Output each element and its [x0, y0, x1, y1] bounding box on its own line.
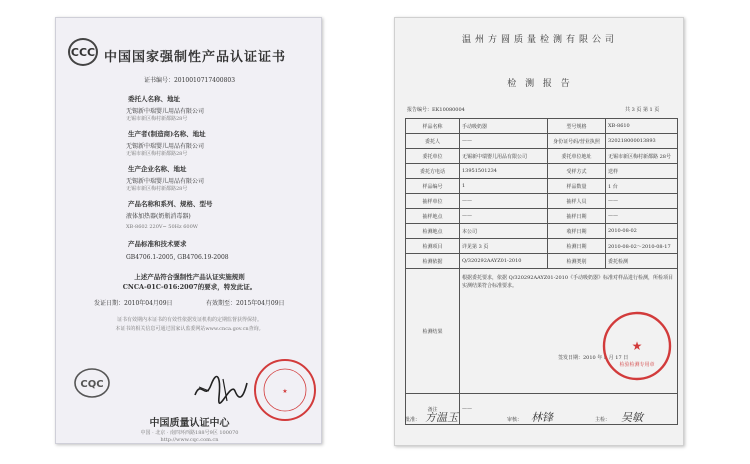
client-address: 无锡市新区梅村新都路28号	[126, 116, 188, 122]
row-value: 13951501234	[460, 164, 548, 179]
product-model: XB-8602 220V~ 50Hz 600W	[126, 224, 198, 230]
director-signature	[191, 373, 249, 405]
approver-label: 批准：	[405, 417, 421, 423]
row-label: 委托单位	[406, 149, 460, 164]
row-value: 本公司	[460, 224, 548, 239]
cert-no-line	[56, 75, 323, 84]
row-label: 检测项目	[406, 239, 460, 254]
expiry-date-line	[206, 298, 285, 307]
report-row	[406, 149, 678, 164]
factory-address: 无锡市新区梅村新都路28号	[126, 186, 188, 192]
row-label: 检测类别	[548, 254, 606, 269]
row-value: XB-8610	[606, 119, 678, 134]
remarks-value: ——	[460, 394, 678, 425]
row-value: 320218000013893	[606, 134, 678, 149]
cert-note-1: 证书有效期内本证书的有效性依据发证机构的定期监督获得保持。	[116, 317, 262, 323]
producer-label: 生产者(制造商)名称、地址	[128, 130, 206, 138]
svg-text:★: ★	[631, 339, 643, 353]
product-label: 产品名称和系列、规格、型号	[128, 200, 213, 208]
report-row	[406, 209, 678, 224]
cert-no-value: 2010010717400803	[173, 77, 236, 84]
report-company-title: 温州方圆质量检测有限公司	[461, 35, 618, 45]
row-label: 样品编号	[406, 179, 460, 194]
row-label: 委托人	[406, 134, 460, 149]
remarks-label: 备注	[406, 394, 460, 425]
row-label: 检测依据	[406, 254, 460, 269]
certificate-title: 中国国家强制性产品认证证书	[104, 50, 287, 65]
row-label: 身份证号码/营业执照	[548, 134, 606, 149]
report-row	[406, 134, 678, 149]
report-subtitle: 检 测 报 告	[507, 79, 573, 89]
row-value: 送样	[606, 164, 678, 179]
producer-name: 无锡新中瑞婴儿用品有限公司	[126, 143, 205, 150]
tester-label: 主检：	[595, 417, 611, 423]
conclusion-text: 根据委托要求，依据 Q/320292AAYZ01-2010《手动吸奶器》标准对样品进行检测，所检项目实测结果符合标准要求。	[462, 275, 674, 289]
row-value: 委托检测	[606, 254, 678, 269]
row-value: 无锡市新区梅村新都路 28号	[606, 149, 678, 164]
row-value: ——	[606, 194, 678, 209]
client-name: 无锡新中瑞婴儿用品有限公司	[126, 108, 205, 115]
report-number-line	[407, 106, 465, 113]
ccc-logo-icon: CCC	[68, 38, 98, 66]
row-value: 2010-08-02～2010-08-17	[606, 239, 678, 254]
expiry-date: 2015年04月09日	[236, 300, 285, 307]
report-row	[406, 164, 678, 179]
report-number-label: 报告编号：	[407, 107, 433, 113]
statement-line-2: CNCA-01C-016:2007的要求，特发此证。	[122, 283, 257, 291]
report-row	[406, 254, 678, 269]
row-label: 样品数量	[548, 179, 606, 194]
row-label: 抽样地点	[406, 209, 460, 224]
report-red-seal	[601, 310, 673, 382]
row-label: 收样日期	[548, 224, 606, 239]
row-value: ——	[460, 194, 548, 209]
cqc-logo-icon	[73, 366, 111, 400]
issuer-website: http://www.cqc.com.cn	[160, 437, 219, 443]
report-row	[406, 224, 678, 239]
cert-no-label: 证书编号：	[143, 77, 174, 84]
row-label: 样品名称	[406, 119, 460, 134]
row-label: 抽样日期	[548, 209, 606, 224]
row-label: 受样方式	[548, 164, 606, 179]
product-name: 液体加热器(奶瓶消毒器)	[126, 213, 191, 220]
ccc-certificate	[55, 17, 322, 444]
row-label: 检测日期	[548, 239, 606, 254]
row-value: ——	[460, 209, 548, 224]
test-report	[394, 17, 684, 446]
factory-name: 无锡新中瑞婴儿用品有限公司	[126, 178, 205, 185]
report-row	[406, 179, 678, 194]
issue-date: 2010年04月09日	[124, 300, 173, 307]
issuer-name: 中国质量认证中心	[149, 418, 230, 429]
report-row	[406, 194, 678, 209]
row-label: 检测地点	[406, 224, 460, 239]
row-value: 2010-08-02	[606, 224, 678, 239]
row-label: 抽样单位	[406, 194, 460, 209]
standard-label: 产品标准和技术要求	[128, 240, 187, 248]
reviewer-signature: 林锋	[531, 411, 553, 424]
issue-date-line	[94, 298, 173, 307]
issuer-address: 中国 · 北京 · 南四环西路188号9区 100070	[140, 430, 239, 436]
report-row	[406, 239, 678, 254]
row-value: 无锡新中瑞婴儿用品有限公司	[460, 149, 548, 164]
conclusion-issue-date: 签发日期：2010 年 8 月 17 日	[558, 354, 629, 361]
cert-note-2: 本证书的相关信息可通过国家认监委网站www.cnca.gov.cn查询。	[115, 326, 264, 332]
client-label: 委托人名称、地址	[128, 95, 180, 103]
statement-line-1: 上述产品符合强制性产品认证实施规则	[134, 273, 245, 281]
row-label: 委托方电话	[406, 164, 460, 179]
row-label: 委托单位地址	[548, 149, 606, 164]
row-label: 型号规格	[548, 119, 606, 134]
issue-date-label: 发证日期：	[94, 300, 125, 307]
standard-value: GB4706.1-2005, GB4706.19-2008	[126, 254, 229, 261]
conclusion-label: 检测结果	[406, 269, 460, 394]
svg-text:★: ★	[282, 388, 288, 395]
row-value: ——	[606, 209, 678, 224]
approver-signature: 方温玉	[425, 411, 458, 424]
report-seal-sub: 检验检测专用章	[619, 362, 655, 368]
row-value: Q/320292AAYZ01-2010	[460, 254, 548, 269]
row-value: ——	[460, 134, 548, 149]
factory-label: 生产企业名称、地址	[128, 165, 187, 173]
cqc-logo-text: CQC	[80, 379, 104, 390]
report-number: EK10080004	[432, 107, 465, 113]
report-row	[406, 119, 678, 134]
row-value: 手动吸奶器	[460, 119, 548, 134]
tester-signature: 吴敏	[621, 411, 643, 424]
row-value: 详见第 3 页	[460, 239, 548, 254]
producer-address: 无锡市新区梅村新都路28号	[126, 151, 188, 157]
report-page-info: 共 3 页 第 1 页	[625, 107, 660, 113]
row-label: 抽样人员	[548, 194, 606, 209]
reviewer-label: 审核：	[507, 417, 523, 423]
row-value: 1	[460, 179, 548, 194]
expiry-date-label: 有效期至：	[206, 300, 237, 307]
row-value: 1 台	[606, 179, 678, 194]
